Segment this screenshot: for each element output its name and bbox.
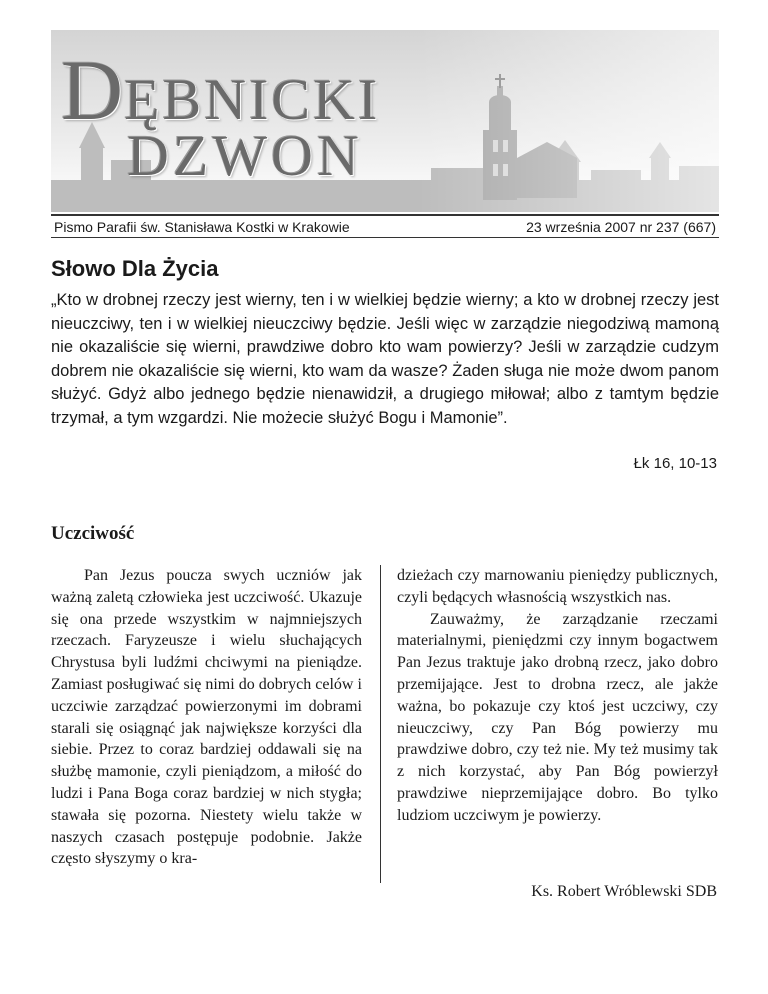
article-paragraph-1: Pan Jezus poucza swych uczniów jak ważną zaletą człowieka jest uczciwość. Ukazuje się ona przede wszystkim w najmniejszych rzeczach. Faryzeusze i wielu słuchających Chrystusa byli ludźmi chciwymi na pieniądze. Zamiast posługiwać się nimi do dobrych celów i uczciwie zarządzać powierzonymi im dobrami starali się osiągnąć jak największe korzyści dla siebie. Przez to coraz bardziej oddawali się na służbę mamonie, czyli pieniądzom, a miłość do ludzi i Pana Boga coraz bardziej w nich stygła; stawała się pozorna. Niestety wielu także w naszych czasach postępuje podobnie. Jakże często słyszymy o kra-: [51, 567, 362, 868]
column-divider: [380, 565, 381, 883]
masthead-title-line-2: [127, 122, 363, 189]
gospel-quote: „Kto w drobnej rzeczy jest wierny, ten i w wielkiej będzie wierny; a kto w drobnej rzeczy jest nieuczciwy, ten i w wielkiej nieuczciwy będzie. Jeśli więc w zarządzie niegodziwą mamoną nie okazaliście się wierni, prawdziwe dobro kto wam powierzy? Jeśli w zarządzie cudzym dobrem nie okazaliście się wierni, kto wam da wasze? Żaden sługa nie może dwom panom służyć. Gdyż albo jednego będzie nienawidził, a drugiego miłował; albo z tamtym będzie trzymał, a tym wzgardzi. Nie możecie służyć Bogu i Mamonie”.: [51, 291, 719, 427]
article-left-column: [51, 565, 362, 870]
article-title: Uczciwość: [51, 523, 135, 544]
issue-date-number: 23 września 2007 nr 237 (667): [526, 218, 716, 235]
article-author: Ks. Robert Wróblewski SDB: [531, 883, 717, 900]
publisher-text: Pismo Parafii św. Stanisława Kostki w Krakowie: [54, 218, 350, 235]
article-right-column: [397, 565, 718, 827]
word-for-life-heading: Słowo Dla Życia: [51, 256, 219, 281]
masthead-title-second: DZWON: [127, 123, 363, 188]
article-paragraph-1-continued: dzieżach czy marnowaniu pieniędzy publicznych, czyli będących własnością wszystkich nas.: [397, 567, 718, 606]
masthead-initial: D: [61, 42, 125, 138]
masthead: [51, 30, 719, 212]
article-paragraph-2: Zauważmy, że zarządzanie rzeczami materialnymi, pieniędzmi czy innym bogactwem Pan Jezus traktuje jako drobną rzecz, jako dobro przemijające. Jest to drobna rzecz, ale jakże ważna, bo pokazuje czy ktoś jest uczciwy, czy nieuczciwy, czy Pan Bóg powierzy mu prawdziwe dobro, czy też nie. My też musimy tak z nich korzystać, aby Pan Bóg powierzył prawdziwe nieprzemijające dobro. Bo tylko ludziom uczciwym je powierzy.: [397, 610, 718, 824]
issue-info-bar: [51, 214, 719, 238]
masthead-title-rest: ĘBNICKI: [124, 67, 381, 132]
gospel-reference: Łk 16, 10-13: [633, 455, 717, 472]
